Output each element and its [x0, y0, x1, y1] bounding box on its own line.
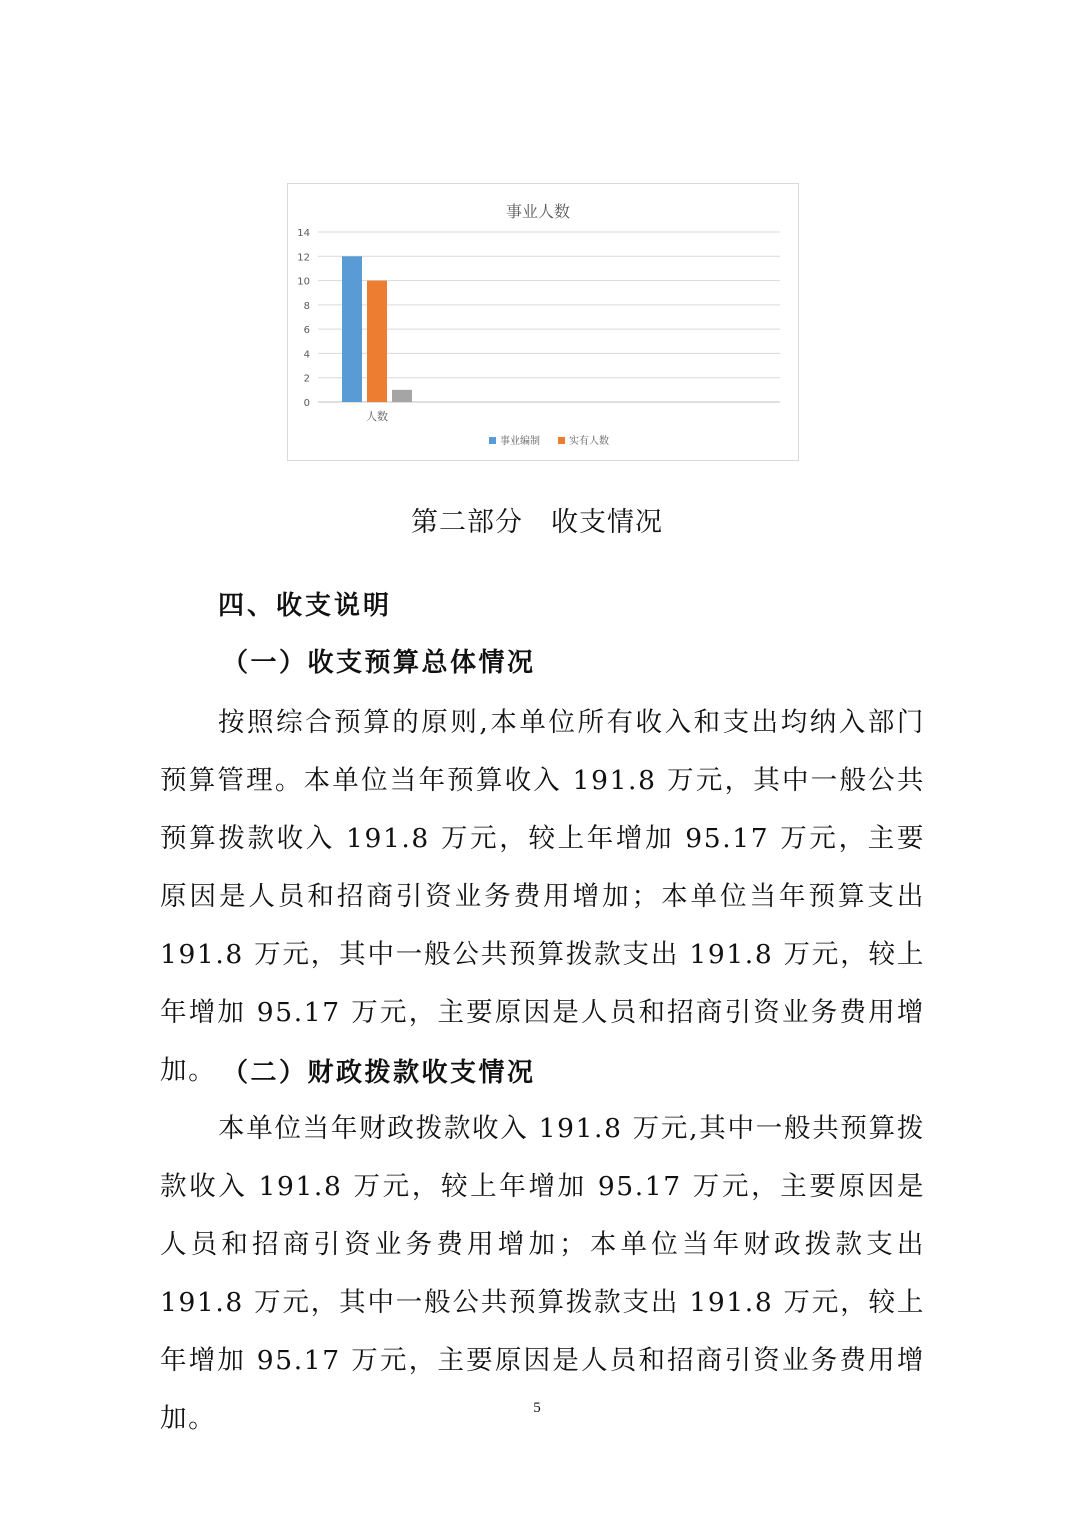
y-tick-label: 12 [297, 252, 310, 264]
chart-gridlines [318, 232, 780, 402]
y-tick-label: 4 [303, 349, 310, 361]
chart-title: 事业人数 [505, 202, 571, 221]
paragraph-budget-overview: 按照综合预算的原则,本单位所有收入和支出均纳入部门预算管理。本单位当年预算收入 191.8 万元，其中一般公共预算拨款收入 191.8 万元，较上年增加 95.17 万元，主要原因是人员和招商引资业务费用增加；本单位当年预算支出 191.8 万元，其中一般公共预算拨款支出 191.8 万元，较上年增加 95.17 万元，主要原因是人员和招商引资业务费用增加。 [160, 707, 925, 1086]
chart-y-axis [297, 228, 310, 409]
chart-canvas [288, 184, 798, 460]
bar-实有人数 [367, 281, 387, 402]
subsection-heading-1: （一）收支预算总体情况 [222, 648, 536, 678]
y-tick-label: 10 [297, 276, 310, 288]
y-tick-label: 2 [303, 373, 310, 385]
legend-swatch [558, 437, 565, 444]
subsection-heading-2: （二）财政拨款收支情况 [222, 1058, 536, 1088]
paragraph-fiscal-appropriation: 本单位当年财政拨款收入 191.8 万元,其中一般共预算拨款收入 191.8 万元，较上年增加 95.17 万元，主要原因是人员和招商引资业务费用增加；本单位当年财政拨款支出 191.8 万元，其中一般公共预算拨款支出 191.8 万元，较上年增加 95.17 万元，主要原因是人员和招商引资业务费用增加。 [160, 1113, 925, 1434]
legend-swatch [489, 437, 496, 444]
part-title: 第二部分 收支情况 [411, 507, 663, 538]
x-tick-label: 人数 [366, 410, 388, 423]
legend-label: 事业编制 [500, 436, 540, 447]
bar-事业编制 [342, 256, 362, 402]
staff-count-chart [287, 183, 799, 461]
y-tick-label: 8 [303, 300, 310, 312]
section-heading: 四、收支说明 [218, 591, 393, 621]
chart-legend [489, 434, 609, 447]
bar-series-3 [392, 390, 412, 402]
y-tick-label: 0 [303, 398, 310, 409]
legend-label: 实有人数 [569, 436, 609, 447]
y-tick-label: 14 [297, 228, 310, 239]
y-tick-label: 6 [303, 325, 310, 337]
page-number: 5 [533, 1400, 541, 1416]
chart-x-axis [366, 409, 388, 423]
